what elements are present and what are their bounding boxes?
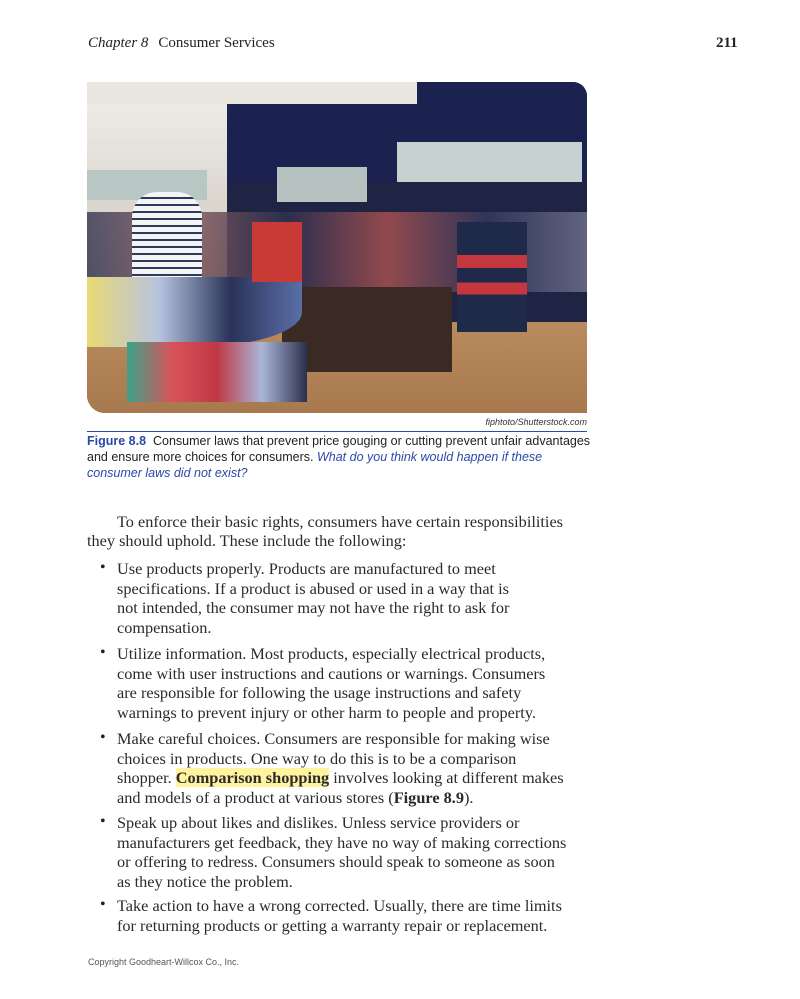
store-photo bbox=[87, 82, 587, 413]
bullet-line bbox=[117, 788, 473, 808]
bullet-line: or offering to redress. Consumers should speak to someone as soon bbox=[117, 852, 555, 872]
bullet-icon: • bbox=[100, 729, 106, 746]
caption-rule bbox=[87, 431, 587, 432]
page-number: 211 bbox=[716, 35, 738, 51]
bullet-line: are responsible for following the usage instructions and safety bbox=[117, 683, 522, 703]
text: ). bbox=[463, 788, 474, 808]
bullet-icon: • bbox=[100, 896, 106, 913]
bullet-line: Take action to have a wrong corrected. Usually, there are time limits bbox=[117, 896, 562, 915]
figure-caption bbox=[87, 433, 592, 481]
bullet-line: Make careful choices. Consumers are responsible for making wise bbox=[117, 729, 550, 748]
bullet-icon: • bbox=[100, 813, 106, 830]
text: shopper. bbox=[117, 768, 176, 788]
running-header bbox=[88, 35, 275, 52]
bullet-line bbox=[117, 768, 564, 788]
bullet-icon: • bbox=[100, 559, 106, 576]
caption-text: Consumer laws that prevent price gouging or cutting prevent unfair advantages and ensure more choices for consumers. bbox=[87, 434, 591, 464]
caption-question: What do you think would happen if these consumer laws did not exist? bbox=[87, 450, 543, 480]
bullet-line: for returning products or getting a warranty repair or replacement. bbox=[117, 915, 548, 935]
bullet-line: warnings to prevent injury or other harm to people and property. bbox=[117, 703, 536, 723]
body-line: they should uphold. These include the following: bbox=[87, 531, 407, 550]
bullet-line: as they notice the problem. bbox=[117, 872, 293, 892]
bullet-line: not intended, the consumer may not have the right to ask for bbox=[117, 598, 510, 618]
bullet-line: Use products properly. Products are manufactured to meet bbox=[117, 559, 496, 578]
bullet-line: manufacturers get feedback, they have no way of making corrections bbox=[117, 832, 567, 852]
bullet-icon: • bbox=[100, 644, 106, 661]
chapter-label: Chapter 8 bbox=[88, 35, 149, 51]
body-line: To enforce their basic rights, consumers have certain responsibilities bbox=[117, 512, 564, 531]
bullet-line: specifications. If a product is abused or used in a way that is bbox=[117, 578, 509, 598]
figure-reference[interactable]: Figure 8.9 bbox=[393, 788, 464, 808]
bullet-line: come with user instructions and cautions or warnings. Consumers bbox=[117, 663, 546, 683]
copyright-footer: Copyright Goodheart-Willcox Co., Inc. bbox=[88, 957, 240, 967]
text: involves looking at different makes bbox=[329, 768, 564, 788]
chapter-title: Consumer Services bbox=[158, 35, 275, 51]
photo-credit: fiphtoto/Shutterstock.com bbox=[485, 417, 587, 427]
figure-label: Figure 8.8 bbox=[87, 434, 147, 448]
bullet-line: choices in products. One way to do this is to be a comparison bbox=[117, 748, 517, 768]
bullet-line: Utilize information. Most products, especially electrical products, bbox=[117, 644, 546, 663]
bullet-line: Speak up about likes and dislikes. Unless service providers or bbox=[117, 813, 520, 832]
bullet-line: compensation. bbox=[117, 618, 212, 638]
text: and models of a product at various stores ( bbox=[117, 788, 394, 808]
key-term-highlight: Comparison shopping bbox=[175, 768, 330, 788]
